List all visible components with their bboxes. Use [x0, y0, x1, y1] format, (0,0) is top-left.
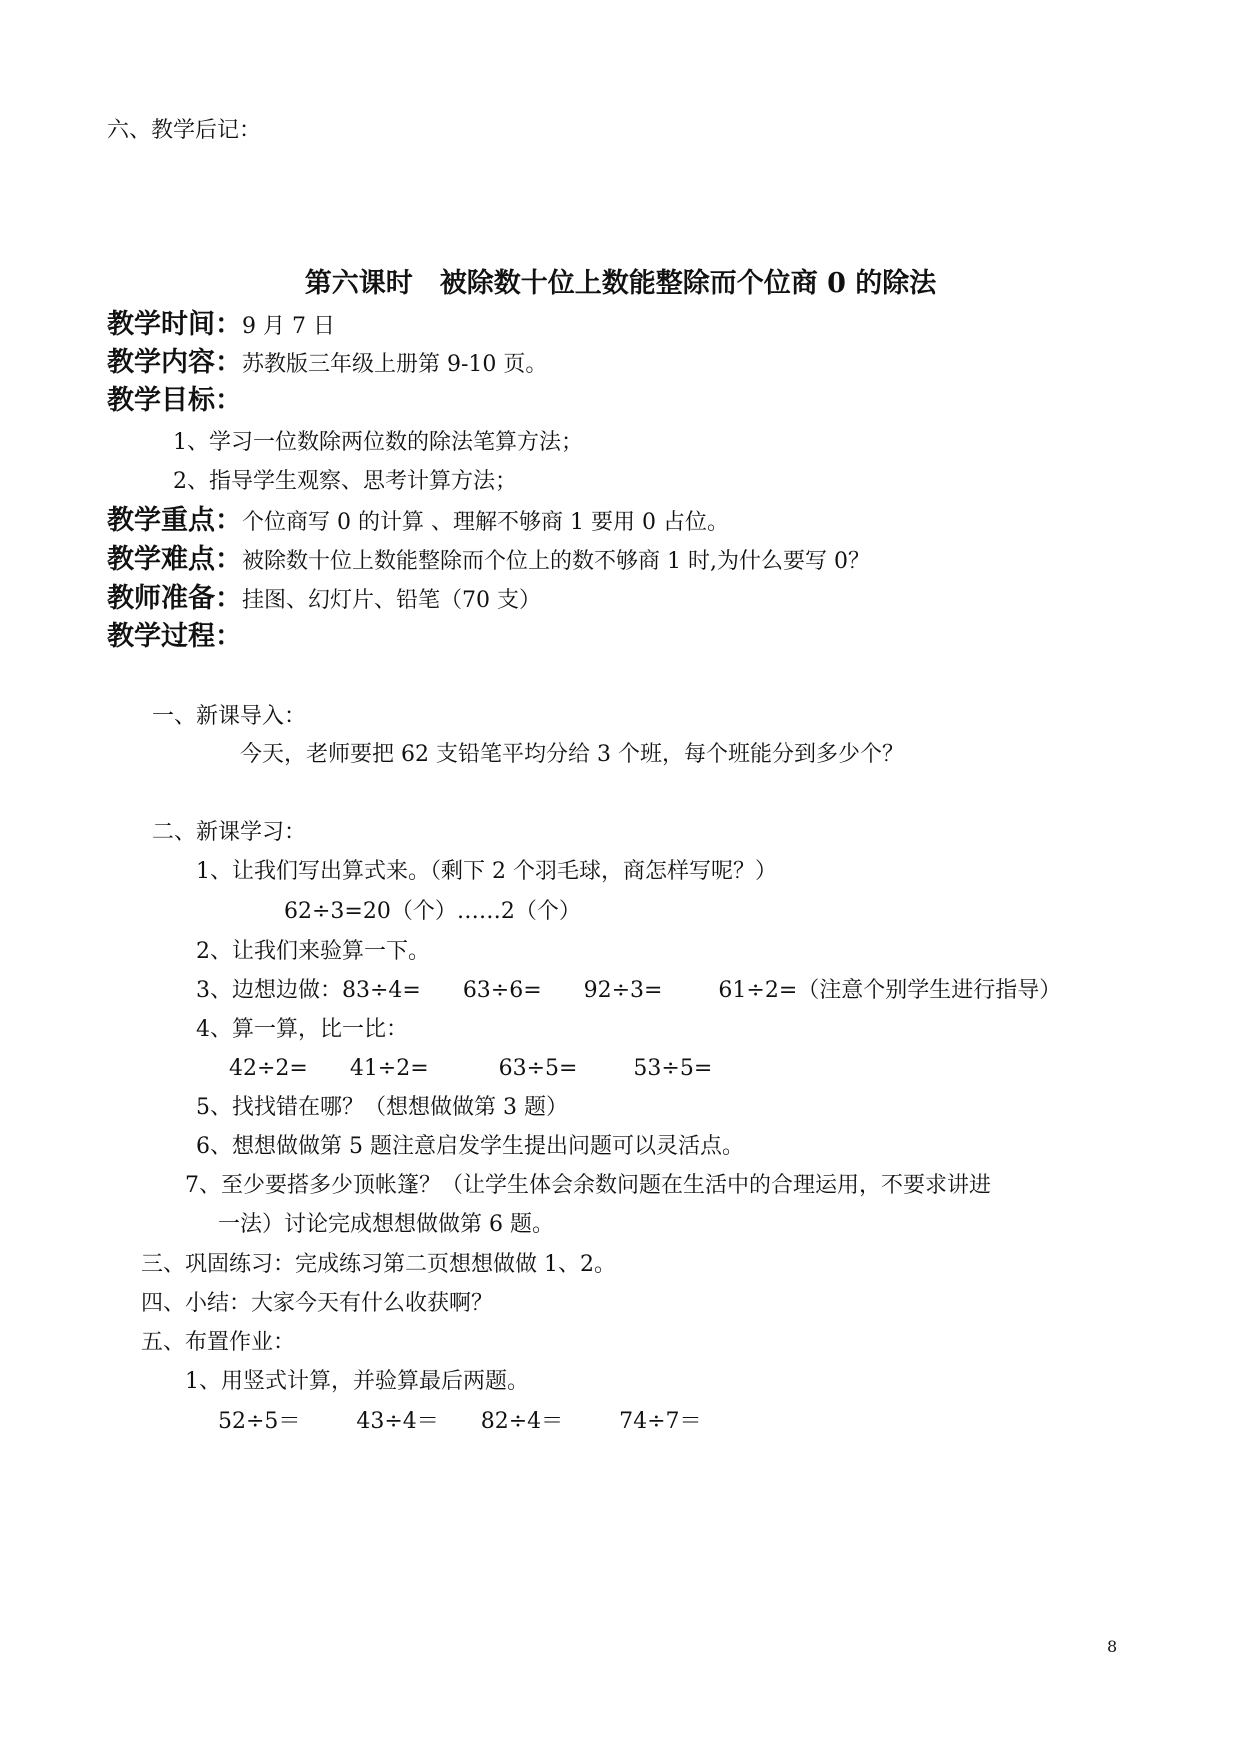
field-value: 9 月 7 日: [242, 314, 335, 339]
section-2-item-4: 4、算一算，比一比：: [196, 1017, 408, 1042]
field-teacher-prep: [107, 584, 541, 616]
field-label: 教学时间：: [107, 309, 242, 340]
section-5-formula: 52÷5＝ 43÷4＝ 82÷4＝ 74÷7＝: [218, 1409, 702, 1434]
goal-item-2: 2、指导学生观察、思考计算方法；: [173, 469, 517, 494]
field-teaching-process-label: 教学过程：: [107, 621, 242, 652]
field-teaching-content: [107, 348, 547, 380]
section-5-item-1: 1、用竖式计算，并验算最后两题。: [185, 1369, 529, 1394]
section-2-heading: 二、新课学习：: [152, 820, 307, 845]
section-2-item-4-formula: 42÷2= 41÷2= 63÷5= 53÷5=: [229, 1056, 713, 1081]
field-teaching-goal-label: 教学目标：: [107, 385, 242, 416]
field-value: 个位商写 0 的计算 、理解不够商 1 要用 0 占位。: [242, 510, 729, 535]
field-teaching-time: [107, 310, 335, 342]
section-4: 四、小结：大家今天有什么收获啊？: [141, 1291, 494, 1316]
field-value: 苏教版三年级上册第 9-10 页。: [242, 352, 548, 377]
section-2-item-7-continued: 一法）讨论完成想想做做第 6 题。: [218, 1212, 554, 1237]
section-2-item-1-formula: 62÷3=20（个）……2（个）: [284, 899, 581, 924]
section-2-item-2: 2、让我们来验算一下。: [196, 939, 430, 964]
section-2-item-1: 1、让我们写出算式来。（剩下 2 个羽毛球，商怎样写呢？）: [196, 859, 777, 884]
section-5-heading: 五、布置作业：: [141, 1330, 296, 1355]
field-teaching-key: [107, 506, 729, 538]
field-label: 教学重点：: [107, 505, 242, 536]
field-label: 教学内容：: [107, 347, 242, 378]
lesson-title: 第六课时 被除数十位上数能整除而个位商 0 的除法: [304, 268, 937, 299]
goal-item-1: 1、学习一位数除两位数的除法笔算方法；: [173, 430, 583, 455]
section-2-item-5: 5、找找错在哪？（想想做做第 3 题）: [196, 1095, 568, 1120]
field-value: 被除数十位上数能整除而个位上的数不够商 1 时,为什么要写 0？: [242, 549, 870, 574]
section-1-heading: 一、新课导入：: [152, 704, 307, 729]
field-label: 教师准备：: [107, 583, 242, 614]
previous-section-note: 六、教学后记：: [107, 118, 262, 143]
section-2-item-6: 6、想想做做第 5 题注意启发学生提出问题可以灵活点。: [196, 1134, 744, 1159]
section-3: 三、巩固练习：完成练习第二页想想做做 1、2。: [141, 1252, 616, 1277]
section-2-item-7: 7、至少要搭多少顶帐篷？（让学生体会余数问题在生活中的合理运用，不要求讲进: [185, 1173, 991, 1198]
field-value: 挂图、幻灯片、铅笔（70 支）: [242, 588, 541, 613]
field-label: 教学难点：: [107, 544, 242, 575]
section-1-text: 今天，老师要把 62 支铅笔平均分给 3 个班，每个班能分到多少个？: [240, 742, 904, 767]
field-teaching-difficulty: [107, 545, 870, 577]
section-2-item-3: 3、边想边做：83÷4= 63÷6= 92÷3= 61÷2=（注意个别学生进行指导）: [196, 978, 1062, 1003]
page-number: 8: [1107, 1637, 1118, 1656]
